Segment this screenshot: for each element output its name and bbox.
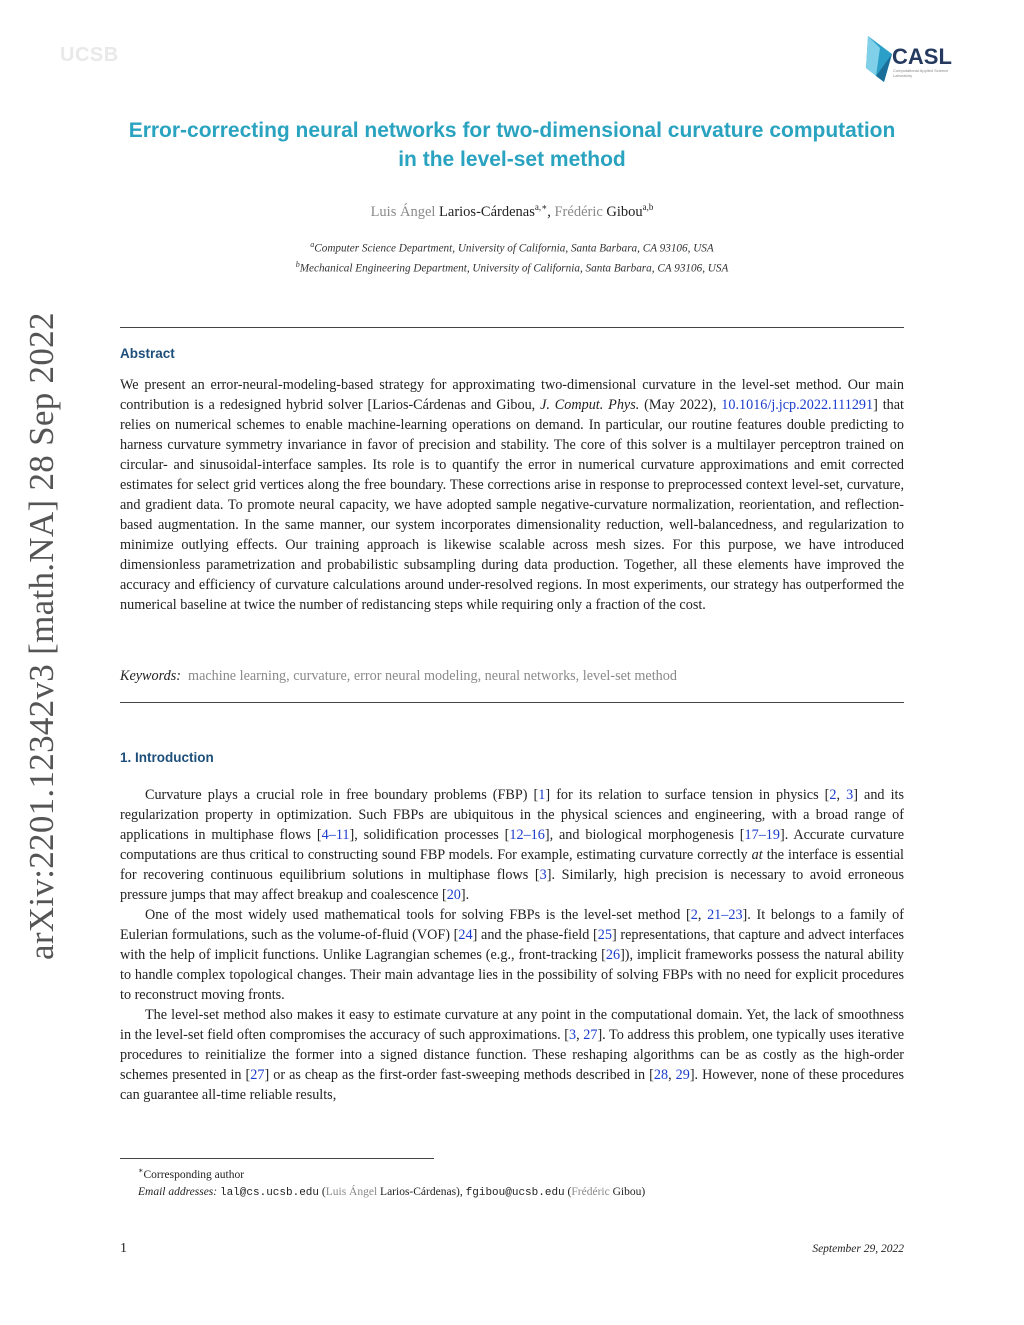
citation-link[interactable]: 20 <box>446 887 461 903</box>
text: ]. Accurate curvature computations are thus critical to constructing sound FBP models. For example, estimating curvature correctly <box>120 827 904 863</box>
text: ], solidification processes [ <box>349 827 510 843</box>
affiliations <box>120 237 904 276</box>
ucsb-logo: UCSB <box>60 44 119 66</box>
citation-link[interactable]: 25 <box>597 927 612 943</box>
footnote-corresponding <box>138 1162 898 1184</box>
text: The level-set method also makes it easy to estimate curvature at any point in the computational domain. Yet, the lack of smoothness in the level-set field often compromises the accuracy of such approximations. [ <box>120 1007 904 1043</box>
email-author-family: Larios-Cárdenas <box>380 1185 457 1198</box>
citation-link[interactable]: 2 <box>690 907 698 923</box>
author2-given: Frédéric <box>554 203 603 220</box>
text: ]. It belongs to a family of Eulerian formulations, such as the volume-of-fluid (VOF) [ <box>120 907 905 943</box>
keywords <box>120 668 904 685</box>
abstract-text: (May 2022), <box>639 397 722 413</box>
citation-link[interactable]: 26 <box>605 947 621 963</box>
email-author-family: Gibou <box>612 1185 642 1198</box>
abstract-body <box>120 375 904 615</box>
arxiv-stamp: arXiv:2201.12342v3 [math.NA] 28 Sep 2022 <box>22 312 61 960</box>
citation-link[interactable]: 3 <box>846 787 854 803</box>
text: ]. Similarly, high precision is necessary to avoid erroneous pressure jumps that may affect breakup and coalescence [ <box>120 867 904 903</box>
preprint-date: September 29, 2022 <box>812 1243 904 1255</box>
abstract-text: We present an error-neural-modeling-based strategy for approximating two-dimensional curvature in the level-set method. Our main contribution is a redesigned hybrid solver [Larios-Cárdenas and Gibou, <box>120 377 904 413</box>
citation-link[interactable]: 21–23 <box>707 907 743 923</box>
emphasis: at <box>751 847 763 863</box>
footnote-text: Corresponding author <box>143 1168 245 1181</box>
casl-logo-subtitle: Computational Applied Science Laboratory <box>893 68 949 78</box>
section-heading-introduction: 1. Introduction <box>120 750 214 765</box>
author-line: Luis Ángel Larios-Cárdenas$^{a,∗}$, Frédéric Gibou$^{a,b}$ <box>370 202 654 220</box>
keywords-values: machine learning, curvature, error neural modeling, neural networks, level-set method <box>188 668 677 684</box>
author1-family: Larios-Cárdenas <box>439 203 535 220</box>
citation-link[interactable]: 3 <box>539 867 547 883</box>
email-label: Email addresses: <box>138 1185 218 1198</box>
text: , <box>697 907 708 923</box>
intro-paragraph-3 <box>120 1005 904 1105</box>
text: ] and the phase-field [ <box>472 927 598 943</box>
bottom-divider <box>120 702 904 703</box>
top-divider <box>120 327 904 328</box>
text: ] representations, that capture and advect interfaces with the help of implicit functions. Unlike Lagrangian schemes (e.g., front-tracking [ <box>120 927 905 963</box>
email-author-given: Luis Ángel <box>325 1185 378 1198</box>
text: ]. To address this problem, one typically uses iterative procedures to reinitialize the former into a signed distance function. These reshaping algorithms can be as costly as the high-order schemes presented in [ <box>120 1027 904 1083</box>
text: the interface is essential for recovering continuous equilibrium solutions in multiphase flows [ <box>120 847 904 883</box>
citation-link[interactable]: 4–11 <box>321 827 350 843</box>
doi-link[interactable]: 10.1016/j.jcp.2022.111291 <box>721 397 874 413</box>
text: One of the most widely used mathematical tools for solving FBPs is the level-set method [ <box>145 907 691 923</box>
email-link[interactable]: lal@cs.ucsb.edu <box>219 1186 320 1199</box>
page-number: 1 <box>120 1241 127 1256</box>
citation-link[interactable]: 1 <box>538 787 546 803</box>
citation-link[interactable]: 12–16 <box>509 827 545 843</box>
citation-link[interactable]: 24 <box>458 927 473 943</box>
author2-sup: a,b <box>642 202 654 212</box>
paper-title: Error-correcting neural networks for two-dimensional curvature computation in the level-set method <box>128 119 896 171</box>
affiliation-b <box>120 257 904 277</box>
footnote-mark: ∗ <box>138 1166 144 1175</box>
text: ]. <box>460 887 470 903</box>
text: ]), implicit frameworks possess the natural ability to handle complex topological changes. Their main advantage lies in the possibility of solving FBPs with no need for explicit procedures to reconstruct moving fronts. <box>120 947 904 1003</box>
citation-link[interactable]: 3 <box>569 1027 577 1043</box>
citation-link[interactable]: 29 <box>675 1067 690 1083</box>
text: , <box>668 1067 676 1083</box>
email-author-given: Frédéric <box>571 1185 610 1198</box>
text: ] or as cheap as the first-order fast-sweeping methods described in [ <box>264 1067 654 1083</box>
text: ] for its relation to surface tension in physics [ <box>545 787 830 803</box>
author2-family: Gibou <box>606 203 643 220</box>
author1-given: Luis Ángel <box>370 203 436 220</box>
abstract-text: ] that relies on numerical schemes to enable machine-learning operations on demand. In particular, our routine features double predicting to harness curvature symmetry invariance in favor of precision and stability. The core of this solver is a multilayer perceptron trained on circular- and sinusoidal-interface samples. Its role is to quantify the error in numerical curvature approximations and emit corrected estimates for select grid vertices along the free boundary. These corrections arise in response to preprocessed context level-set, curvature, and gradient data. To promote neural capacity, we have adopted sample negative-curvature normalization, reorientation, and reflection-based augmentation. In the same manner, our system incorporates dimensionality reduction, well-balancedness, and regularization to minimize outlying effects. Our training approach is likewise scalable across mesh sizes. For this purpose, we have introduced dimensionless parametrization and probabilistic subsampling during data production. Together, all these elements have improved the accuracy and efficiency of curvature calculations around under-resolved regions. In most experiments, our strategy has outperformed the numerical baseline at twice the number of redistancing steps while requiring only a fraction of the cost. <box>120 397 904 613</box>
author1-sup: a,∗ <box>534 202 548 212</box>
affiliation-mark: b <box>295 259 300 269</box>
text: ]. However, none of these procedures can guarantee all-time reliable results, <box>120 1067 905 1103</box>
footnote-divider <box>120 1158 434 1159</box>
citation-link[interactable]: 2 <box>829 787 837 803</box>
casl-logo-text: CASL <box>892 44 952 69</box>
affiliation-a <box>120 237 904 257</box>
text: ], and biological morphogenesis [ <box>544 827 745 843</box>
introduction-body <box>120 785 904 1105</box>
intro-paragraph-1 <box>120 785 904 905</box>
citation-link[interactable]: 27 <box>250 1067 265 1083</box>
journal-name: J. Comput. Phys. <box>540 397 640 413</box>
citation-link[interactable]: 28 <box>653 1067 669 1083</box>
citation-link[interactable]: 17–19 <box>744 827 780 843</box>
text: , <box>836 787 847 803</box>
text: ] and its regularization property in optimization. Such FBPs are ubiquitous in the physical sciences and engineering, with a broad range of applications in multiphase flows [ <box>120 787 904 843</box>
text: , <box>576 1027 584 1043</box>
citation-link[interactable]: 27 <box>583 1027 598 1043</box>
arxiv-stamp-container <box>12 312 72 960</box>
affiliation-text: Mechanical Engineering Department, University of California, Santa Barbara, CA 93106, USA <box>299 262 729 275</box>
keywords-label: Keywords: <box>120 668 181 684</box>
intro-paragraph-2 <box>120 905 904 1005</box>
text: Curvature plays a crucial role in free boundary problems (FBP) [ <box>145 787 539 803</box>
affiliation-mark: a <box>310 240 315 249</box>
email-link[interactable]: fgibou@ucsb.edu <box>465 1186 565 1199</box>
footnote-emails: Email addresses: lal@cs.ucsb.edu (Luis Ángel Larios-Cárdenas), fgibou@ucsb.edu (Frédéric Gibou) <box>138 1185 646 1199</box>
footnote <box>138 1162 898 1202</box>
affiliation-text: Computer Science Department, University of California, Santa Barbara, CA 93106, USA <box>314 242 714 255</box>
abstract-heading: Abstract <box>120 346 175 361</box>
